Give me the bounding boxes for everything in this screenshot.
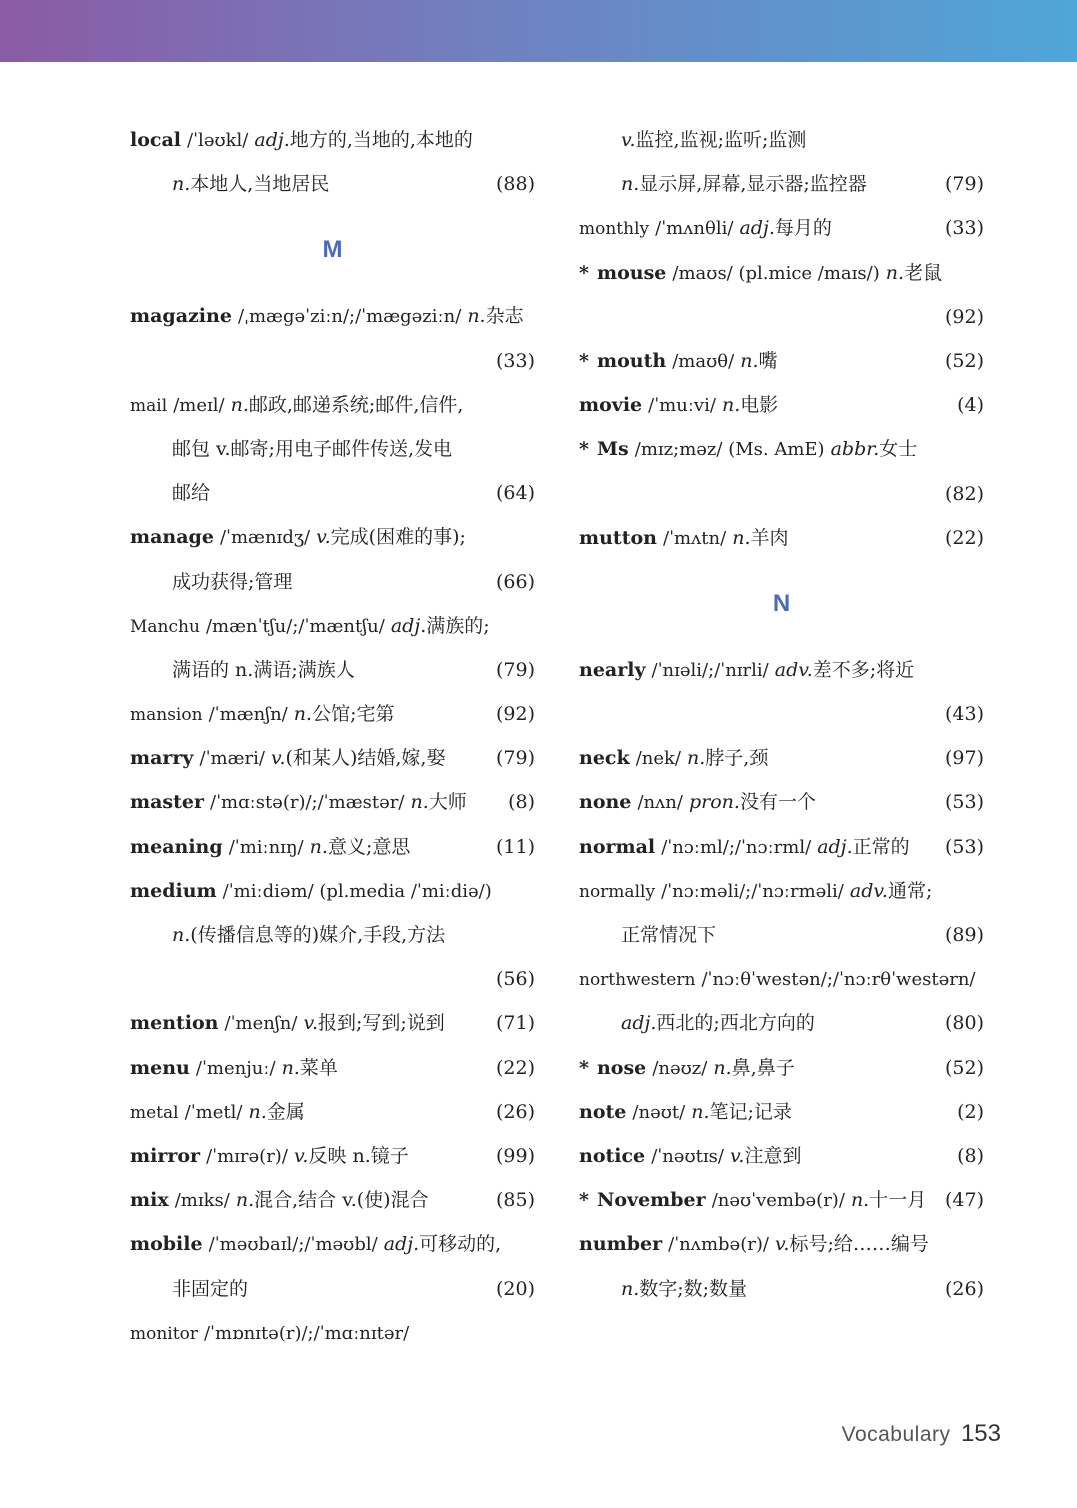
- entry-body: [579, 129, 806, 151]
- entry-body: [579, 350, 778, 372]
- definition: 西北的;西北方向的: [656, 1012, 815, 1035]
- phonetic: /ˈmʌnθli/: [655, 218, 734, 240]
- entry-line: [579, 1178, 984, 1222]
- entry-body: [130, 1189, 429, 1211]
- entry-continuation: [130, 957, 535, 1001]
- headword: mix: [130, 1189, 169, 1212]
- part-of-speech: abbr.: [830, 438, 880, 461]
- entry-line: [130, 736, 535, 780]
- star-mark: *: [579, 349, 589, 372]
- entry-body: [130, 305, 524, 327]
- phonetic: /ˈmɒnɪtə(r)/;/ˈmɑːnɪtər/: [203, 1322, 410, 1344]
- page-footer: [842, 1420, 1001, 1448]
- definition: 正常的: [852, 835, 910, 858]
- entry-body: [130, 1322, 409, 1344]
- part-of-speech: n.: [691, 1100, 710, 1123]
- page-reference: (22): [944, 526, 984, 549]
- entry-body: [130, 747, 445, 769]
- definition: 显示屏,屏幕,显示器;监控器: [639, 173, 867, 196]
- definition: 邮给: [172, 482, 211, 505]
- part-of-speech: v.: [774, 1233, 790, 1256]
- entry-body: [579, 1189, 926, 1211]
- entry-line: [579, 427, 984, 471]
- phonetic: /nəʊˈvembə(r)/: [711, 1190, 845, 1212]
- headword: marry: [130, 747, 194, 770]
- phonetic: /ˈnʌmbə(r)/: [668, 1234, 769, 1256]
- page-reference: (53): [944, 791, 984, 814]
- definition: 大师: [428, 791, 467, 814]
- entry-continuation: [130, 1267, 535, 1311]
- headword: mail: [130, 395, 168, 416]
- part-of-speech: v.: [729, 1144, 745, 1167]
- headword: monitor: [130, 1323, 198, 1344]
- entry-body: [579, 217, 832, 239]
- headword: magazine: [130, 305, 232, 328]
- headword: number: [579, 1233, 663, 1256]
- entry-body: [579, 1012, 815, 1034]
- definition: 羊肉: [750, 526, 789, 549]
- headword: mobile: [130, 1233, 203, 1256]
- part-of-speech: n.: [740, 349, 759, 372]
- entry-continuation: [130, 913, 535, 957]
- definition: (传播信息等的)媒介,手段,方法: [190, 924, 446, 946]
- page-reference: (8): [957, 1144, 984, 1167]
- headword: neck: [579, 747, 630, 770]
- part-of-speech: adj.: [621, 1012, 657, 1035]
- part-of-speech: n.: [732, 526, 751, 549]
- entry-body: [130, 836, 410, 858]
- page-reference: (79): [495, 747, 535, 770]
- definition: 数字;数;数量: [639, 1277, 748, 1300]
- definition: 老鼠: [904, 261, 943, 284]
- definition: 邮政,邮递系统;邮件,信件,: [248, 393, 464, 416]
- definition: 脖子,颈: [705, 747, 769, 770]
- entry-line: [130, 604, 535, 648]
- definition: 菜单: [299, 1056, 338, 1079]
- part-of-speech: n.: [621, 1277, 640, 1300]
- headword: mutton: [579, 526, 657, 549]
- star-mark: *: [579, 438, 589, 461]
- page-reference: (56): [495, 968, 535, 991]
- headword: medium: [130, 879, 217, 902]
- headword: menu: [130, 1056, 190, 1079]
- entry-line: [130, 383, 535, 427]
- definition: 邮包 v.邮寄;用电子邮件传送,发电: [172, 437, 453, 460]
- entry-continuation: [130, 339, 535, 383]
- entry-line: [130, 1178, 535, 1222]
- page-number: 153: [960, 1420, 1001, 1447]
- entry-continuation: [579, 1001, 984, 1045]
- entry-line: [130, 294, 535, 338]
- entry-body: [579, 438, 917, 460]
- part-of-speech: adj.: [254, 129, 290, 151]
- entry-continuation: [579, 472, 984, 516]
- part-of-speech: adv.: [849, 879, 888, 902]
- definition: 女士: [879, 438, 918, 461]
- phonetic: /ˈmuːvi/: [648, 395, 716, 417]
- phonetic: /ˈmiːdiəm/ (pl.media /ˈmiːdiə/): [222, 880, 492, 902]
- definition: 可移动的,: [419, 1233, 502, 1256]
- definition: 地方的,当地的,本地的: [289, 129, 473, 151]
- entry-body: [579, 924, 716, 946]
- page-reference: (20): [495, 1277, 535, 1300]
- phonetic: /ˈnɔːml/;/ˈnɔːrml/: [661, 836, 812, 858]
- footer-label: Vocabulary: [841, 1423, 951, 1446]
- star-mark: *: [579, 1189, 589, 1212]
- page-reference: (92): [495, 703, 535, 726]
- entry-continuation: [579, 295, 984, 339]
- part-of-speech: pron.: [688, 791, 740, 814]
- part-of-speech: adv.: [774, 658, 813, 681]
- entry-body: [130, 1233, 501, 1255]
- definition: 报到;写到;说到: [318, 1012, 445, 1035]
- phonetic: /ˈləʊkl/: [187, 130, 249, 151]
- definition: 注意到: [744, 1144, 802, 1167]
- entry-line: [130, 118, 535, 162]
- entry-body: [130, 880, 492, 902]
- entry-body: [130, 571, 292, 593]
- entry-body: [579, 306, 621, 328]
- part-of-speech: adj.: [739, 217, 775, 240]
- page-reference: (47): [944, 1189, 984, 1212]
- page-reference: (79): [944, 173, 984, 196]
- star-mark: *: [579, 1056, 589, 1079]
- part-of-speech: adj.: [390, 614, 427, 637]
- headword: note: [579, 1100, 627, 1123]
- page-reference: (64): [495, 482, 535, 505]
- phonetic: /maʊθ/: [672, 350, 735, 372]
- entry-line: [130, 515, 535, 559]
- page-reference: (71): [495, 1012, 535, 1035]
- entry-continuation: [130, 560, 535, 604]
- page-reference: (88): [495, 173, 535, 196]
- entry-body: [579, 659, 914, 681]
- entry-line: [579, 1222, 984, 1266]
- headword: normally: [579, 881, 656, 902]
- phonetic: /ˈnɔːθˈwestən/;/ˈnɔːrθˈwestərn/: [701, 969, 976, 991]
- definition: 电影: [740, 394, 779, 417]
- entry-line: [130, 825, 535, 869]
- entry-body: [130, 438, 452, 460]
- part-of-speech: v.: [303, 1012, 318, 1035]
- entry-body: [130, 129, 473, 151]
- headword: northwestern: [579, 970, 696, 991]
- entry-body: [579, 1145, 802, 1167]
- phonetic: /ˈmɪrə(r)/: [206, 1145, 288, 1167]
- entry-line: [130, 1046, 535, 1090]
- definition: 满族的;: [426, 614, 490, 637]
- part-of-speech: n.: [230, 393, 249, 416]
- page-reference: (52): [944, 1056, 984, 1079]
- headword: nose: [596, 1056, 647, 1079]
- entry-continuation: [130, 162, 535, 206]
- entry-body: [579, 703, 621, 725]
- part-of-speech: n.: [721, 394, 741, 417]
- entry-continuation: [130, 648, 535, 692]
- definition: 监控,监视;监听;监测: [635, 129, 807, 151]
- definition: 笔记;记录: [709, 1100, 792, 1123]
- phonetic: /ˈmetl/: [184, 1101, 243, 1123]
- phonetic: /meɪl/: [173, 394, 225, 416]
- entry-body: [130, 1278, 248, 1300]
- headword: Ms: [596, 438, 629, 461]
- definition: 每月的: [774, 217, 832, 240]
- definition: (和某人)结婚,嫁,娶: [285, 747, 446, 770]
- entry-continuation: [579, 118, 984, 162]
- part-of-speech: n.: [850, 1189, 870, 1212]
- entry-body: [130, 968, 172, 990]
- page-reference: (82): [944, 482, 984, 505]
- right-column: [579, 118, 984, 1311]
- part-of-speech: n.: [281, 1056, 300, 1079]
- definition: 鼻,鼻子: [731, 1056, 795, 1079]
- headword: nearly: [579, 658, 646, 681]
- entry-body: [130, 924, 445, 946]
- part-of-speech: v.: [316, 526, 331, 549]
- page-reference: (92): [944, 305, 984, 328]
- part-of-speech: n.: [885, 261, 905, 284]
- headword: Manchu: [130, 616, 200, 637]
- part-of-speech: n.: [172, 924, 191, 946]
- phonetic: /maʊs/ (pl.mice /maɪs/): [672, 262, 880, 284]
- part-of-speech: n.: [235, 1189, 255, 1212]
- entry-continuation: [579, 1267, 984, 1311]
- page-reference: (33): [495, 349, 535, 372]
- entry-body: [130, 1012, 445, 1034]
- entry-continuation: [130, 427, 535, 471]
- page-reference: (26): [944, 1277, 984, 1300]
- headword: monthly: [579, 219, 650, 240]
- phonetic: /nek/: [635, 748, 681, 770]
- definition: 正常情况下: [621, 924, 717, 946]
- part-of-speech: n.: [293, 703, 313, 726]
- definition: 没有一个: [739, 791, 816, 814]
- phonetic: /ˈməʊbaɪl/;/ˈməʊbl/: [208, 1234, 378, 1256]
- part-of-speech: n.: [713, 1056, 732, 1079]
- headword: manage: [130, 526, 214, 549]
- part-of-speech: v.: [293, 1144, 309, 1167]
- definition: 本地人,当地居民: [190, 173, 330, 196]
- entry-line: [130, 869, 535, 913]
- page-reference: (4): [957, 394, 984, 417]
- section-letter: N: [772, 589, 791, 617]
- entry-line: [579, 957, 984, 1001]
- page-reference: (22): [495, 1056, 535, 1079]
- entry-line: [130, 1001, 535, 1045]
- entry-body: [130, 1145, 409, 1167]
- definition: 十一月: [869, 1189, 927, 1212]
- section-letter: M: [322, 236, 343, 264]
- part-of-speech: adj.: [817, 835, 853, 858]
- phonetic: /nəʊt/: [632, 1101, 686, 1123]
- page-reference: (97): [944, 747, 984, 770]
- entry-body: [579, 1101, 792, 1123]
- entry-body: [579, 880, 932, 902]
- entry-body: [130, 1057, 338, 1079]
- part-of-speech: n.: [621, 173, 640, 196]
- entry-line: [579, 1046, 984, 1090]
- entry-line: [130, 1090, 535, 1134]
- part-of-speech: n.: [467, 305, 486, 328]
- entry-body: [130, 173, 329, 195]
- phonetic: /mɪks/: [174, 1190, 230, 1212]
- phonetic: /ˈmɑːstə(r)/;/ˈmæstər/: [210, 792, 405, 814]
- page-reference: (85): [495, 1189, 535, 1212]
- phonetic: /ˈnɔːməli/;/ˈnɔːrməli/: [661, 880, 844, 902]
- entry-line: [579, 339, 984, 383]
- definition: 通常;: [887, 879, 933, 902]
- page-reference: (43): [944, 703, 984, 726]
- entry-line: [130, 780, 535, 824]
- entry-body: [579, 968, 975, 990]
- headword: mouth: [596, 349, 667, 372]
- entry-body: [579, 747, 768, 769]
- page-reference: (26): [495, 1100, 535, 1123]
- entry-line: [579, 825, 984, 869]
- phonetic: /nʌn/: [637, 792, 683, 814]
- definition: 杂志: [485, 305, 524, 328]
- entry-body: [579, 173, 867, 195]
- header-gradient-bar: [0, 0, 1077, 62]
- entry-line: [130, 1134, 535, 1178]
- phonetic: /ˈnɪəli/;/ˈnɪrli/: [651, 659, 769, 681]
- entry-body: [579, 1278, 747, 1300]
- definition: 标号;给……编号: [789, 1233, 929, 1256]
- headword: mirror: [130, 1144, 201, 1167]
- headword: master: [130, 791, 204, 814]
- phonetic: /ˈmʌtn/: [663, 527, 727, 549]
- entry-line: [579, 383, 984, 427]
- definition: 满语的 n.满语;满族人: [172, 658, 355, 681]
- definition: 嘴: [758, 349, 778, 372]
- phonetic: /ˈmiːnɪŋ/: [228, 836, 304, 858]
- entry-line: [579, 1090, 984, 1134]
- headword: meaning: [130, 835, 223, 858]
- entry-line: [579, 736, 984, 780]
- phonetic: /ˌmægəˈziːn/;/ˈmægəziːn/: [237, 306, 462, 328]
- page-reference: (53): [944, 835, 984, 858]
- entry-body: [130, 350, 172, 372]
- page-reference: (80): [944, 1012, 984, 1035]
- headword: local: [130, 129, 181, 151]
- phonetic: /ˈmenʃn/: [224, 1013, 298, 1035]
- definition: 反映 n.镜子: [308, 1144, 409, 1167]
- entry-body: [579, 262, 942, 284]
- star-mark: *: [579, 261, 589, 284]
- page-reference: (11): [495, 835, 535, 858]
- entry-line: [579, 648, 984, 692]
- entry-continuation: [579, 162, 984, 206]
- definition: 意义;意思: [327, 835, 411, 858]
- page-reference: (2): [957, 1100, 984, 1123]
- entry-line: [130, 1311, 535, 1355]
- entry-continuation: [130, 471, 535, 515]
- definition: 完成(困难的事);: [330, 526, 466, 549]
- headword: mouse: [596, 261, 667, 284]
- entry-body: [130, 526, 466, 548]
- entry-body: [130, 659, 355, 681]
- left-column: [130, 118, 535, 1355]
- definition: 差不多;将近: [812, 658, 915, 681]
- phonetic: /mɪz;məz/ (Ms. AmE): [634, 439, 825, 461]
- headword: none: [579, 791, 632, 814]
- entry-line: [579, 1134, 984, 1178]
- page-reference: (89): [944, 924, 984, 946]
- phonetic: /ˈnəʊtɪs/: [651, 1145, 724, 1167]
- headword: mention: [130, 1012, 219, 1035]
- entry-body: [579, 527, 789, 549]
- definition: 成功获得;管理: [172, 570, 293, 593]
- entry-line: [579, 780, 984, 824]
- entry-body: [579, 836, 910, 858]
- entry-line: [579, 516, 984, 560]
- headword: notice: [579, 1144, 646, 1167]
- entry-body: [579, 791, 816, 813]
- phonetic: /ˈmæri/: [199, 748, 265, 770]
- headword: mansion: [130, 705, 203, 726]
- entry-body: [579, 1233, 929, 1255]
- entry-line: [579, 869, 984, 913]
- headword: normal: [579, 835, 656, 858]
- part-of-speech: v.: [621, 129, 636, 151]
- entry-continuation: [579, 692, 984, 736]
- entry-body: [130, 394, 463, 416]
- phonetic: /ˈmænʃn/: [208, 704, 288, 726]
- entry-continuation: [579, 913, 984, 957]
- definition: 混合,结合 v.(使)混合: [254, 1189, 429, 1212]
- entry-line: [130, 692, 535, 736]
- page-reference: (52): [944, 349, 984, 372]
- headword: movie: [579, 394, 643, 417]
- entry-body: [130, 482, 210, 504]
- page-reference: (79): [495, 658, 535, 681]
- part-of-speech: n.: [410, 791, 429, 814]
- page-reference: (66): [495, 570, 535, 593]
- part-of-speech: adj.: [383, 1233, 420, 1256]
- entry-body: [130, 791, 467, 813]
- part-of-speech: n.: [687, 747, 706, 770]
- entry-body: [579, 483, 621, 505]
- part-of-speech: v.: [271, 747, 286, 770]
- part-of-speech: n.: [172, 173, 191, 196]
- page-reference: (99): [495, 1144, 535, 1167]
- entry-body: [130, 1101, 305, 1123]
- entry-body: [579, 1057, 795, 1079]
- headword: metal: [130, 1102, 179, 1123]
- definition: 非固定的: [172, 1277, 249, 1300]
- phonetic: /nəʊz/: [652, 1057, 708, 1079]
- headword: November: [596, 1189, 706, 1212]
- phonetic: /ˈmænɪdʒ/: [219, 527, 311, 549]
- entry-body: [130, 615, 490, 637]
- entry-line: [579, 206, 984, 250]
- entry-line: [579, 251, 984, 295]
- phonetic: /mænˈtʃu/;/ˈmæntʃu/: [205, 615, 385, 637]
- phonetic: /ˈmenjuː/: [195, 1057, 276, 1079]
- entry-line: [130, 1222, 535, 1266]
- part-of-speech: n.: [309, 835, 328, 858]
- part-of-speech: n.: [248, 1100, 267, 1123]
- page-reference: (8): [508, 791, 535, 814]
- definition: 公馆;宅第: [312, 703, 395, 726]
- definition: 金属: [266, 1100, 305, 1123]
- entry-body: [579, 394, 778, 416]
- entry-body: [130, 703, 394, 725]
- page-reference: (33): [944, 217, 984, 240]
